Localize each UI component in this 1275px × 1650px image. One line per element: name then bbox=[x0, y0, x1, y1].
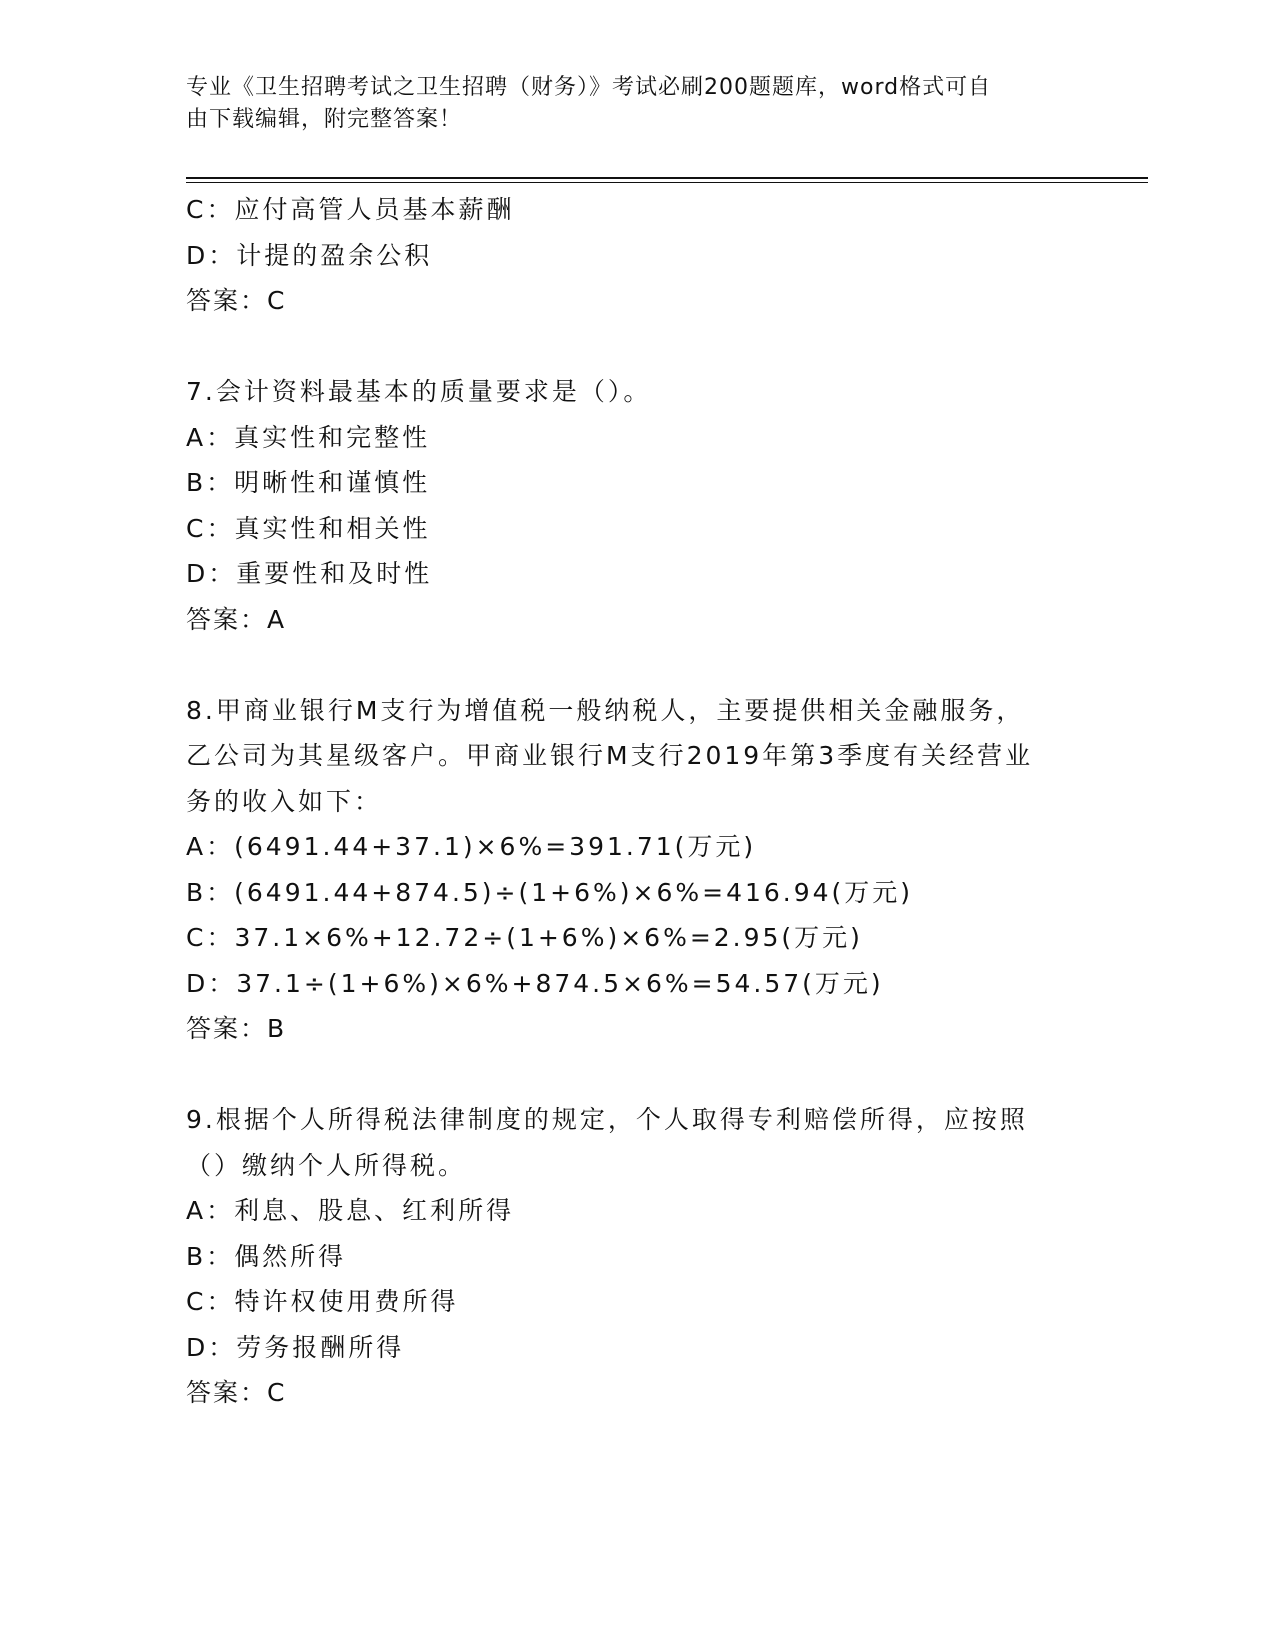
option-c: C：特许权使用费所得 bbox=[186, 1287, 459, 1316]
option-b: B：明晰性和谨慎性 bbox=[186, 468, 431, 497]
option-d: D：37.1÷(1+6%)×6%+874.5×6%=54.57(万元) bbox=[186, 968, 884, 998]
option-d: D：劳务报酬所得 bbox=[186, 1332, 405, 1362]
header-line-1: 专业《卫生招聘考试之卫生招聘（财务）》考试必刷200题题库，word格式可自 bbox=[186, 75, 992, 100]
option-a: A：(6491.44+37.1)×6%=391.71(万元) bbox=[186, 832, 757, 861]
answer-line: 答案：C bbox=[186, 1378, 287, 1407]
question-gap bbox=[186, 324, 1086, 370]
answer-line: 答案：B bbox=[186, 1014, 287, 1043]
answer-line: 答案：C bbox=[186, 286, 287, 315]
document-header bbox=[186, 72, 1086, 136]
option-c: C：应付高管人员基本薪酬 bbox=[186, 195, 515, 224]
option-c: C：37.1×6%+12.72÷(1+6%)×6%=2.95(万元) bbox=[186, 923, 863, 952]
question-list bbox=[186, 187, 1086, 1416]
question-8 bbox=[186, 688, 1086, 1052]
header-line-2: 由下载编辑，附完整答案！ bbox=[186, 107, 463, 132]
question-stem-line-3: 务的收入如下： bbox=[186, 786, 383, 816]
question-stem-line-1: 9.根据个人所得税法律制度的规定，个人取得专利赔偿所得，应按照 bbox=[186, 1105, 1028, 1134]
option-c: C：真实性和相关性 bbox=[186, 513, 431, 543]
question-gap bbox=[186, 642, 1086, 688]
option-a: A：真实性和完整性 bbox=[186, 422, 431, 452]
answer-line: 答案：A bbox=[186, 604, 287, 634]
option-d: D：重要性和及时性 bbox=[186, 559, 433, 588]
question-gap bbox=[186, 1052, 1086, 1098]
option-d: D：计提的盈余公积 bbox=[186, 240, 433, 270]
question-7 bbox=[186, 369, 1086, 642]
question-stem-line-2: （）缴纳个人所得税。 bbox=[186, 1150, 467, 1180]
option-b: B：偶然所得 bbox=[186, 1241, 347, 1271]
header-divider-thick bbox=[186, 177, 1148, 179]
question-9 bbox=[186, 1097, 1086, 1416]
question-stem-line-1: 8.甲商业银行M支行为增值税一般纳税人，主要提供相关金融服务， bbox=[186, 695, 1025, 725]
option-a: A：利息、股息、红利所得 bbox=[186, 1196, 515, 1225]
option-b: B：(6491.44+874.5)÷(1+6%)×6%=416.94(万元) bbox=[186, 877, 914, 907]
header-divider-thin bbox=[186, 182, 1148, 183]
question-stem: 7.会计资料最基本的质量要求是（）。 bbox=[186, 377, 652, 406]
question-stem-line-2: 乙公司为其星级客户。甲商业银行M支行2019年第3季度有关经营业 bbox=[186, 741, 1034, 770]
